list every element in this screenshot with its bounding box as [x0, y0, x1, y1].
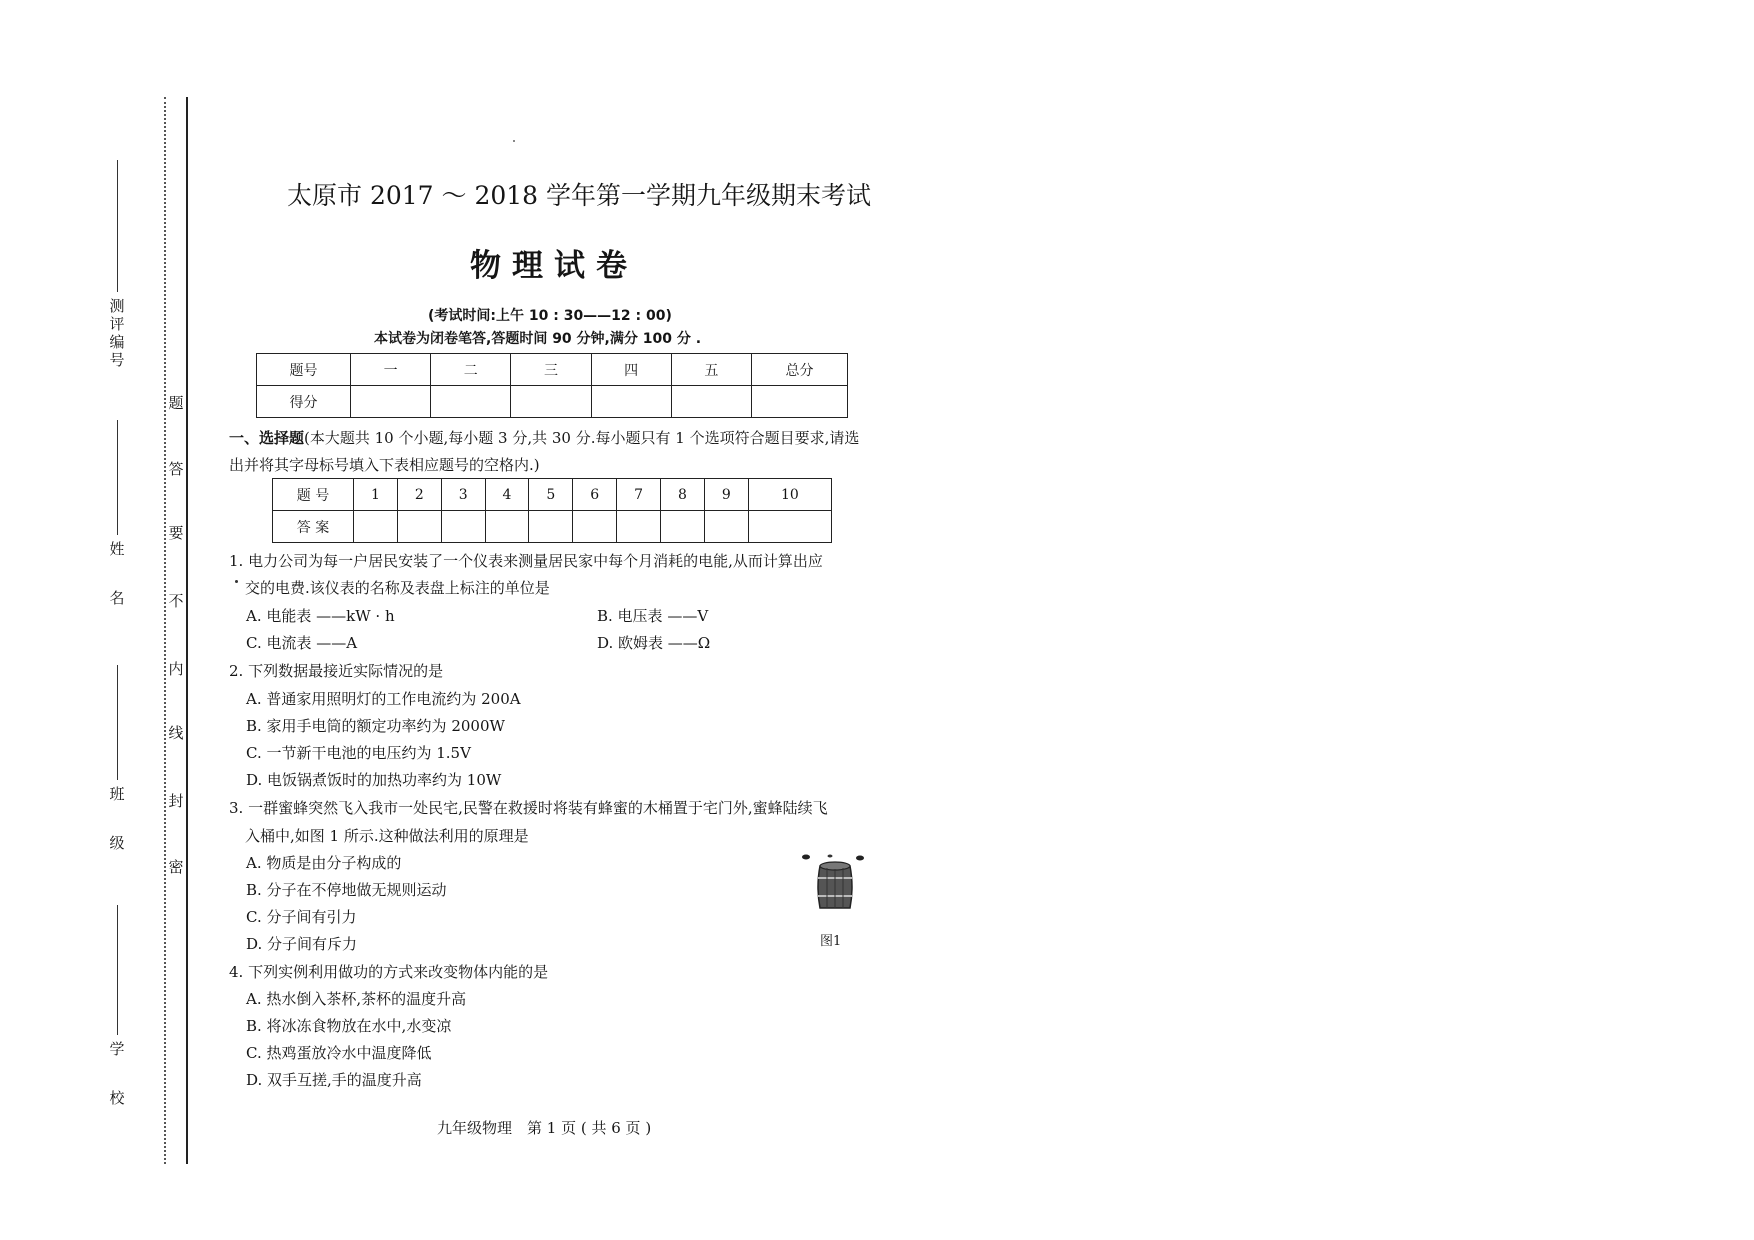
score-cell[interactable] [671, 386, 751, 418]
school-label: 学校 [107, 1041, 126, 1139]
seal-char: 封 [168, 792, 184, 810]
seal-char: 内 [168, 660, 184, 678]
question-4-option-d: D. 双手互搓,手的温度升高 [246, 1071, 422, 1089]
field-name [100, 420, 134, 639]
answer-cell[interactable] [354, 511, 398, 543]
answer-cell[interactable] [485, 511, 529, 543]
answer-table-answer-row [273, 511, 832, 543]
fold-dashed-line [164, 97, 166, 1164]
question-1-option-a: A. 电能表 ——kW · h [246, 607, 395, 625]
answer-header-cell: 10 [748, 479, 831, 511]
score-table-header-row [257, 354, 848, 386]
answer-table [272, 478, 832, 543]
question-2-stem: 2. 下列数据最接近实际情况的是 [229, 662, 444, 680]
section-1-heading: 一、选择题 [229, 429, 305, 447]
question-2-option-a: A. 普通家用照明灯的工作电流约为 200A [246, 690, 521, 708]
answer-cell[interactable] [661, 511, 705, 543]
question-2-option-c: C. 一节新干电池的电压约为 1.5V [246, 744, 471, 762]
barrel-icon [818, 862, 852, 908]
exam-title: 太原市 2017 ～ 2018 学年第一学期九年级期末考试 [287, 181, 872, 210]
scan-speck [513, 140, 515, 142]
score-header-cell: 四 [591, 354, 671, 386]
answer-cell[interactable] [617, 511, 661, 543]
question-2-option-b: B. 家用手电筒的额定功率约为 2000W [246, 717, 505, 735]
page-footer: 九年级物理 第 1 页 ( 共 6 页 ) [437, 1119, 652, 1137]
section-1-instructions [229, 425, 874, 479]
field-class [100, 665, 134, 884]
exam-rule: 本试卷为闭卷笔答,答题时间 90 分钟,满分 100 分 . [374, 331, 702, 347]
binding-line [186, 97, 188, 1164]
seal-char: 不 [168, 592, 184, 610]
answer-header-cell: 5 [529, 479, 573, 511]
score-header-cell: 总分 [751, 354, 847, 386]
answer-table-number-row [273, 479, 832, 511]
class-fill-line[interactable] [117, 665, 118, 780]
question-1-option-b: B. 电压表 ——V [597, 607, 709, 625]
score-table-score-row [257, 386, 848, 418]
score-header-cell: 一 [351, 354, 431, 386]
answer-cell[interactable] [441, 511, 485, 543]
bee-icon [856, 856, 864, 861]
exam-time: (考试时间:上午 10 : 30——12 : 00) [428, 308, 672, 324]
figure-1-caption: 图1 [820, 934, 842, 949]
seal-char: 线 [168, 724, 184, 742]
scan-dot [235, 580, 238, 583]
question-3-option-a: A. 物质是由分子构成的 [246, 854, 402, 872]
answer-header-cell: 题 号 [273, 479, 354, 511]
answer-cell[interactable] [748, 511, 831, 543]
seal-char: 要 [168, 524, 184, 542]
exam-number-label: 测评编号 [107, 298, 126, 370]
answer-header-cell: 1 [354, 479, 398, 511]
score-cell[interactable] [751, 386, 847, 418]
question-1-line-1: 1. 电力公司为每一户居民安装了一个仪表来测量居民家中每个月消耗的电能,从而计算出应 [229, 552, 823, 570]
exam-subtitle: 物理试卷 [470, 248, 638, 284]
answer-header-cell: 6 [573, 479, 617, 511]
name-fill-line[interactable] [117, 420, 118, 535]
score-header-cell: 五 [671, 354, 751, 386]
bee-icon [802, 855, 810, 860]
field-exam-number [100, 160, 134, 370]
answer-header-cell: 3 [441, 479, 485, 511]
seal-char: 答 [168, 460, 184, 478]
score-cell[interactable] [431, 386, 511, 418]
score-header-cell: 三 [511, 354, 591, 386]
question-2-option-d: D. 电饭锅煮饭时的加热功率约为 10W [246, 771, 502, 789]
answer-cell[interactable] [573, 511, 617, 543]
answer-cell[interactable] [704, 511, 748, 543]
seal-char: 题 [168, 394, 184, 412]
name-label: 姓名 [107, 541, 126, 639]
answer-header-cell: 4 [485, 479, 529, 511]
answer-cell[interactable] [397, 511, 441, 543]
score-header-cell: 题号 [257, 354, 351, 386]
seal-char: 密 [168, 858, 184, 876]
answer-header-cell: 7 [617, 479, 661, 511]
answer-header-cell: 9 [704, 479, 748, 511]
answer-header-cell: 2 [397, 479, 441, 511]
class-label: 班级 [107, 786, 126, 884]
question-3-option-c: C. 分子间有引力 [246, 908, 357, 926]
score-row-label: 得分 [257, 386, 351, 418]
score-header-cell: 二 [431, 354, 511, 386]
school-fill-line[interactable] [117, 905, 118, 1035]
score-table [256, 353, 848, 418]
answer-row-label: 答 案 [273, 511, 354, 543]
answer-cell[interactable] [529, 511, 573, 543]
question-4-option-a: A. 热水倒入茶杯,茶杯的温度升高 [246, 990, 467, 1008]
question-1-option-d: D. 欧姆表 ——Ω [597, 634, 711, 652]
question-3-option-d: D. 分子间有斥力 [246, 935, 358, 953]
bee-icon [828, 855, 833, 858]
question-4-stem: 4. 下列实例利用做功的方式来改变物体内能的是 [229, 963, 549, 981]
question-3-line-1: 3. 一群蜜蜂突然飞入我市一处民宅,民警在救援时将装有蜂蜜的木桶置于宅门外,蜜蜂陆续飞 [229, 799, 828, 817]
score-cell[interactable] [351, 386, 431, 418]
exam-number-fill-line[interactable] [117, 160, 118, 292]
question-4-option-b: B. 将冰冻食物放在水中,水变凉 [246, 1017, 452, 1035]
score-cell[interactable] [591, 386, 671, 418]
answer-header-cell: 8 [661, 479, 705, 511]
question-1-option-c: C. 电流表 ——A [246, 634, 358, 652]
question-3-option-b: B. 分子在不停地做无规则运动 [246, 881, 447, 899]
section-1-desc: (本大题共 10 个小题,每小题 3 分,共 30 分.每小题只有 1 个选项符合题目要求,请选出并将其字母标号填入下表相应题号的空格内.) [229, 429, 860, 474]
score-cell[interactable] [511, 386, 591, 418]
question-1-line-2: 交的电费.该仪表的名称及表盘上标注的单位是 [245, 579, 550, 597]
question-4-option-c: C. 热鸡蛋放冷水中温度降低 [246, 1044, 432, 1062]
question-3-line-2: 入桶中,如图 1 所示.这种做法利用的原理是 [245, 827, 529, 845]
field-school [100, 905, 134, 1139]
